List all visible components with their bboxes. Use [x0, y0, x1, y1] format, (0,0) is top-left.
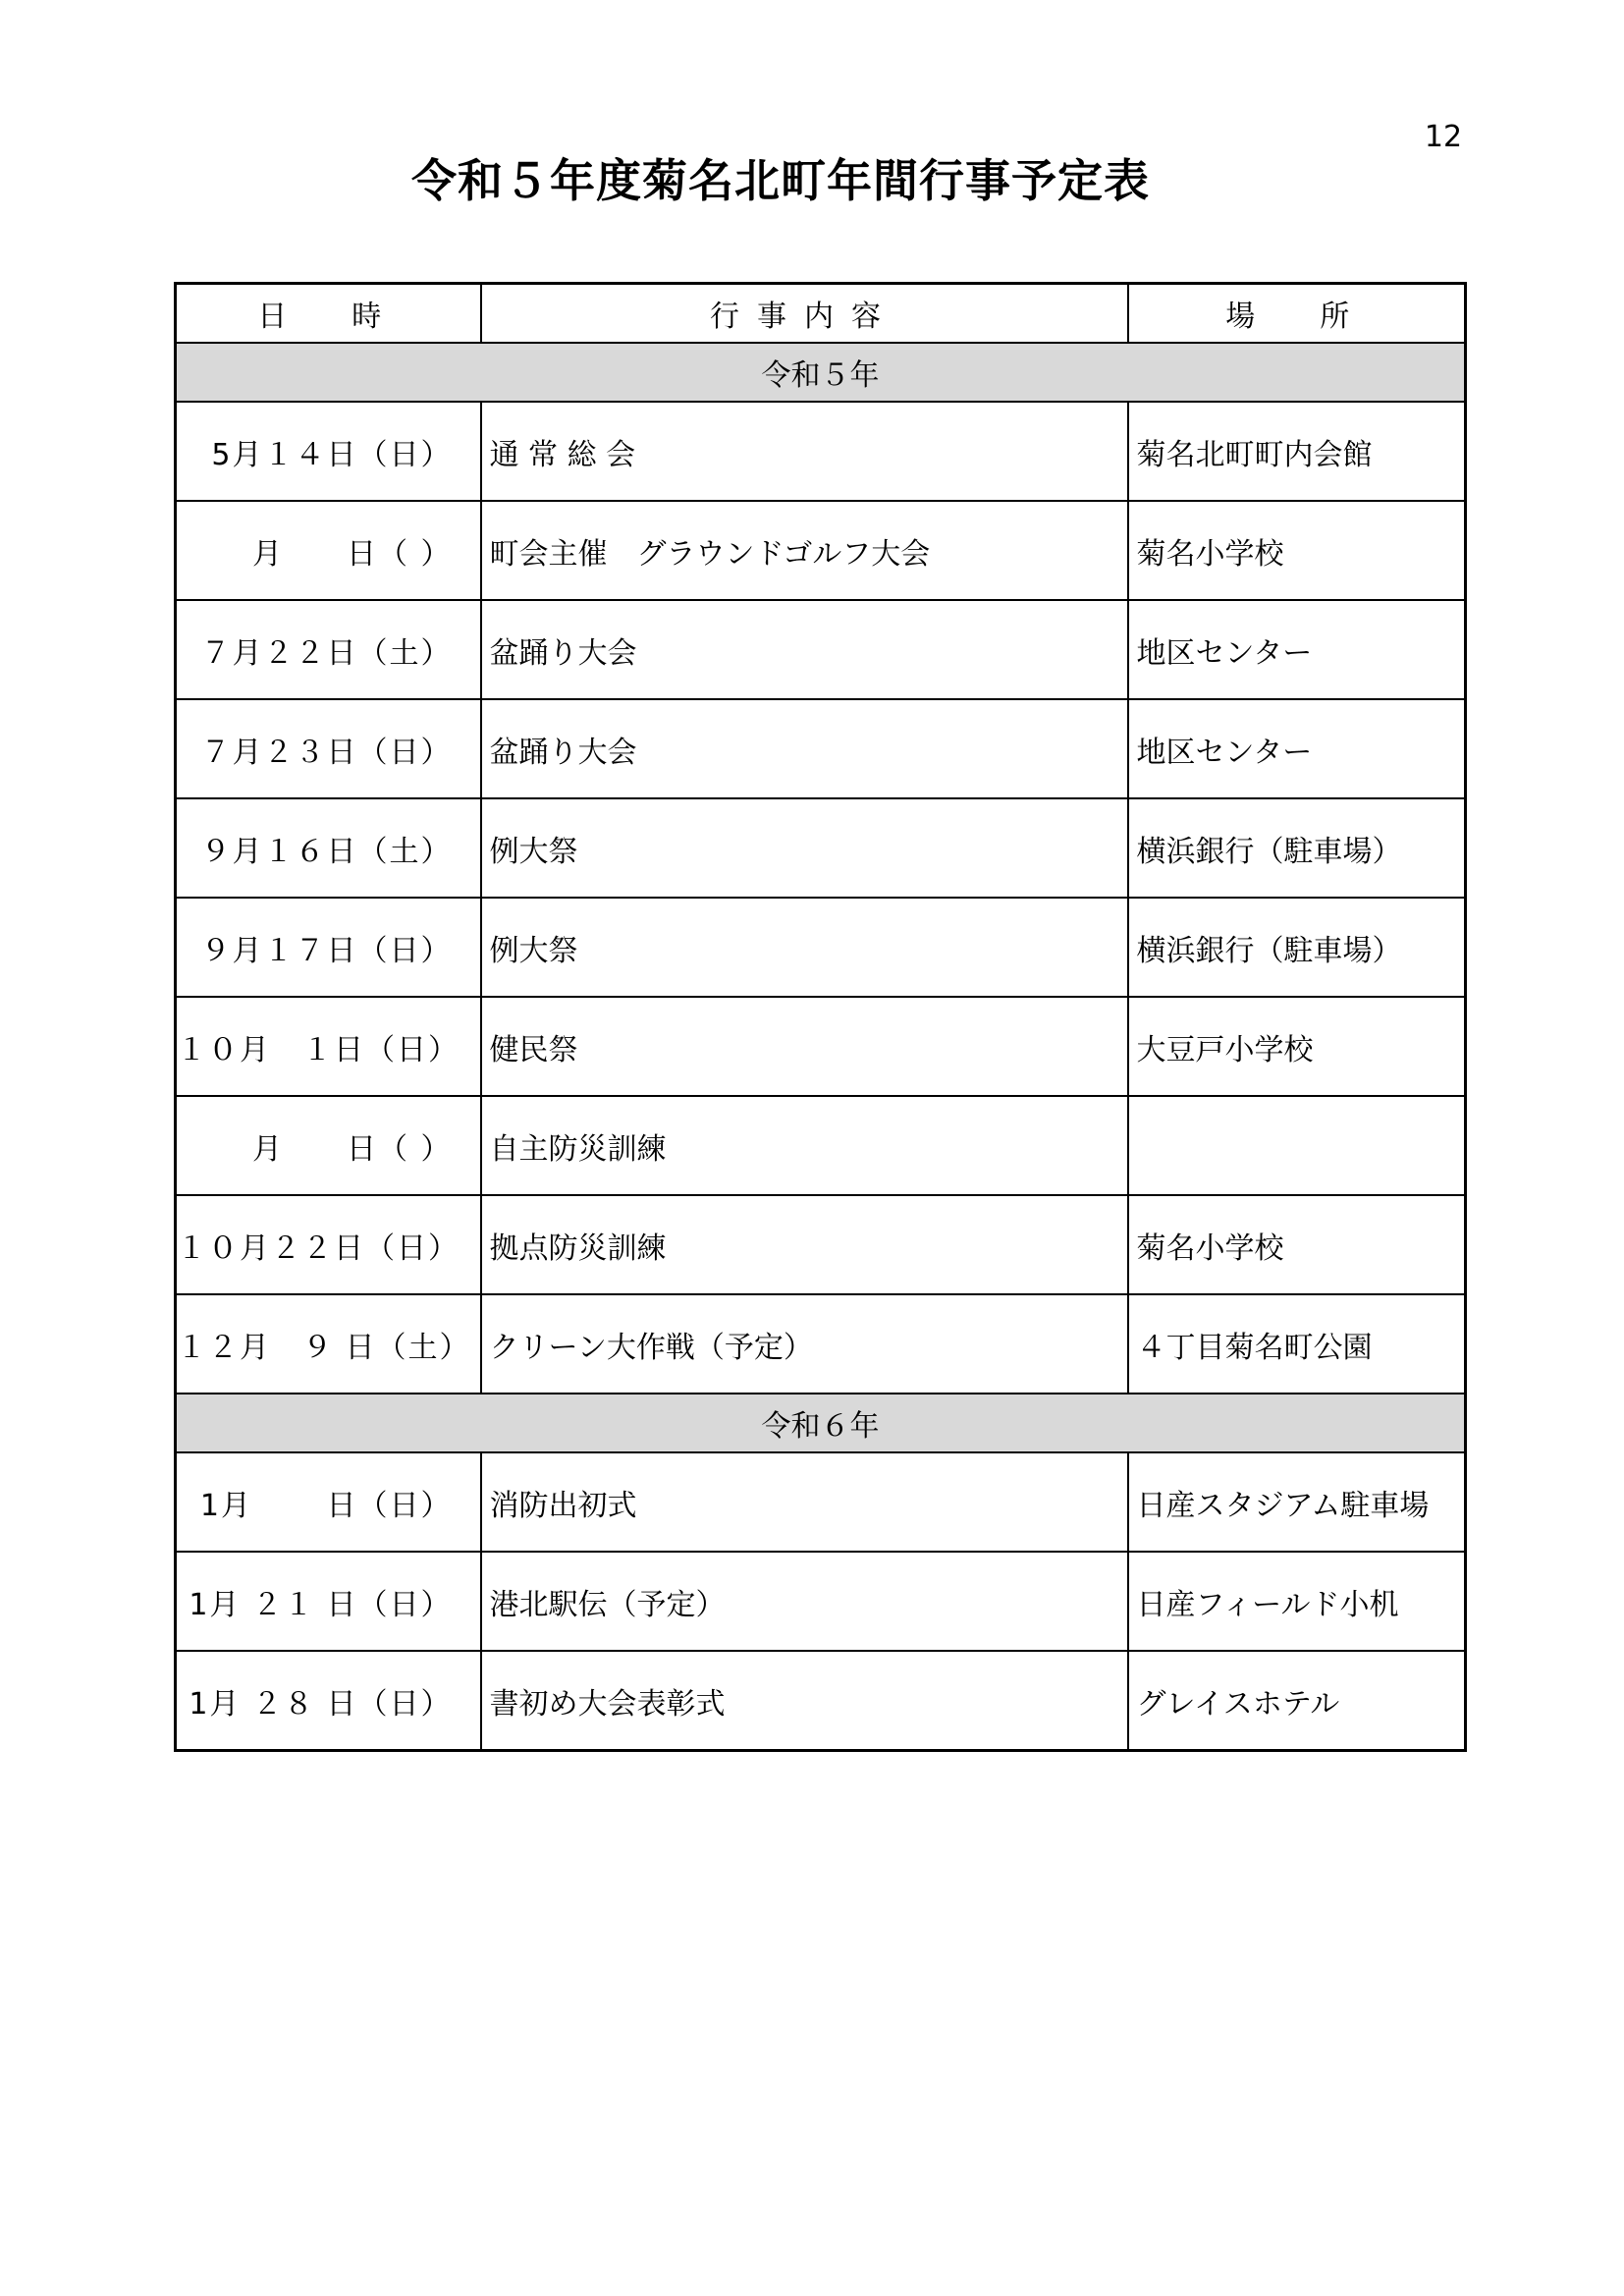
- table-row: [176, 898, 1466, 997]
- event-cell: クリーン大作戦（予定）: [481, 1294, 1128, 1394]
- event-cell: 拠点防災訓練: [481, 1195, 1128, 1294]
- table-row: [176, 699, 1466, 798]
- event-cell: 自主防災訓練: [481, 1096, 1128, 1195]
- date-cell: ９月１６日（土）: [176, 798, 481, 898]
- header-row: [176, 284, 1466, 344]
- place-cell: 横浜銀行（駐車場）: [1128, 898, 1466, 997]
- event-cell: 例大祭: [481, 898, 1128, 997]
- table-row: [176, 1552, 1466, 1651]
- place-cell: 菊名小学校: [1128, 1195, 1466, 1294]
- table-row: [176, 1651, 1466, 1751]
- event-cell: 書初め大会表彰式: [481, 1651, 1128, 1751]
- schedule-table: [174, 282, 1467, 1752]
- year-row-r6: [176, 1394, 1466, 1452]
- year-row-r5: [176, 343, 1466, 402]
- date-cell: 1月 日（日）: [176, 1452, 481, 1552]
- date-cell: ９月１７日（日）: [176, 898, 481, 997]
- date-cell: 1月 ２８ 日（日）: [176, 1651, 481, 1751]
- event-cell: 健民祭: [481, 997, 1128, 1096]
- table-row: [176, 402, 1466, 501]
- event-cell: 港北駅伝（予定）: [481, 1552, 1128, 1651]
- table-row: [176, 1096, 1466, 1195]
- table-row: [176, 501, 1466, 600]
- place-cell: 日産スタジアム駐車場: [1128, 1452, 1466, 1552]
- year-label: 令和６年: [176, 1394, 1466, 1452]
- place-cell: [1128, 1096, 1466, 1195]
- event-cell: 盆踊り大会: [481, 600, 1128, 699]
- place-cell: 地区センター: [1128, 699, 1466, 798]
- place-cell: 横浜銀行（駐車場）: [1128, 798, 1466, 898]
- table-row: [176, 798, 1466, 898]
- table-row: [176, 997, 1466, 1096]
- date-cell: 1月 ２１ 日（日）: [176, 1552, 481, 1651]
- date-cell: １２月 ９ 日（土）: [176, 1294, 481, 1394]
- place-cell: 日産フィールド小机: [1128, 1552, 1466, 1651]
- place-cell: 地区センター: [1128, 600, 1466, 699]
- event-cell: 例大祭: [481, 798, 1128, 898]
- date-cell: 月 日（ ）: [176, 501, 481, 600]
- table-row: [176, 1195, 1466, 1294]
- table-row: [176, 1452, 1466, 1552]
- date-cell: ７月２２日（土）: [176, 600, 481, 699]
- header-place: 場 所: [1128, 284, 1466, 344]
- date-cell: ７月２３日（日）: [176, 699, 481, 798]
- place-cell: 菊名北町町内会館: [1128, 402, 1466, 501]
- header-event: 行事内容: [481, 284, 1128, 344]
- page-title: 令和５年度菊名北町年間行事予定表: [411, 154, 1150, 207]
- year-label: 令和５年: [176, 343, 1466, 402]
- date-cell: 5月１４日（日）: [176, 402, 481, 501]
- date-cell: 月 日（ ）: [176, 1096, 481, 1195]
- event-cell: 町会主催 グラウンドゴルフ大会: [481, 501, 1128, 600]
- event-cell: 消防出初式: [481, 1452, 1128, 1552]
- header-date: 日 時: [176, 284, 481, 344]
- date-cell: １０月２２日（日）: [176, 1195, 481, 1294]
- event-cell: 通 常 総 会: [481, 402, 1128, 501]
- table-row: [176, 600, 1466, 699]
- table-row: [176, 1294, 1466, 1394]
- date-cell: １０月 １日（日）: [176, 997, 481, 1096]
- place-cell: 大豆戸小学校: [1128, 997, 1466, 1096]
- place-cell: 菊名小学校: [1128, 501, 1466, 600]
- place-cell: グレイスホテル: [1128, 1651, 1466, 1751]
- place-cell: ４丁目菊名町公園: [1128, 1294, 1466, 1394]
- page-number: 12: [1424, 120, 1463, 154]
- event-cell: 盆踊り大会: [481, 699, 1128, 798]
